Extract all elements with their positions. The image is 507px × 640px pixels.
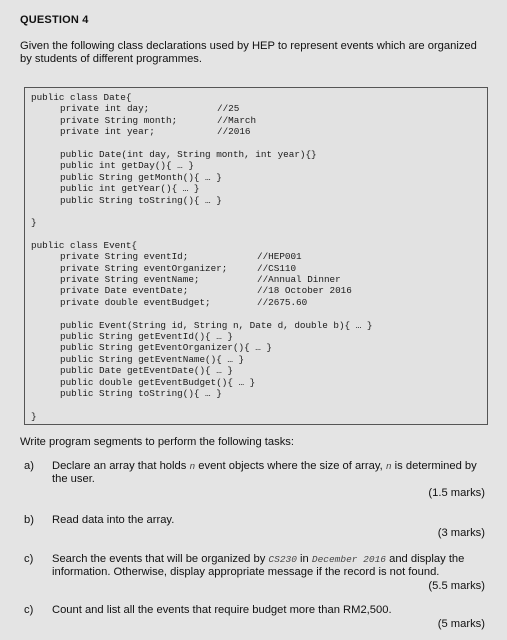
question-heading: QUESTION 4 — [20, 14, 89, 26]
code-line — [31, 240, 137, 251]
task-a-text-part: Declare an array that holds — [52, 460, 190, 472]
task-c-text-part: and display the information. Otherwise, display appropriate message if the record is not found. — [52, 553, 465, 578]
code-comment: //2675.60 — [257, 296, 308, 308]
code-text: public Date getEventDate(){ … } — [60, 365, 233, 377]
code-text: private String eventId; — [60, 251, 189, 263]
code-line — [31, 92, 131, 103]
task-a-text-part: is determined by the user. — [52, 460, 477, 485]
task-b-letter: b) — [24, 514, 34, 526]
code-line — [60, 160, 194, 171]
code-text: private String month; — [60, 114, 178, 126]
code-line — [60, 365, 233, 376]
task-c-text-part: Search the events that will be organized by — [52, 553, 269, 565]
task-b-marks: (3 marks) — [437, 527, 485, 539]
code-text: public String getEventName(){ … } — [60, 353, 245, 365]
task-c-text — [52, 553, 488, 579]
code-line — [60, 274, 199, 285]
code-text: private String eventOrganizer; — [60, 262, 228, 274]
code-text: } — [31, 410, 37, 422]
task-a-variable: n — [385, 461, 392, 472]
code-comment: //18 October 2016 — [257, 285, 352, 297]
code-comment: //March — [217, 114, 257, 126]
code-line — [60, 149, 317, 160]
code-line — [60, 103, 149, 114]
code-text: } — [31, 217, 37, 229]
code-line — [60, 331, 233, 342]
code-text: private Date eventDate; — [60, 285, 189, 297]
code-comment: //2016 — [217, 126, 251, 138]
task-a-marks: (1.5 marks) — [428, 487, 485, 499]
task-a-variable: n — [189, 461, 196, 472]
code-text: public String getEventId(){ … } — [60, 331, 233, 342]
task-c-marks: (5.5 marks) — [428, 580, 485, 592]
question-intro: Given the following class declarations used by HEP to represent events which are organized by students of different programmes. — [20, 40, 477, 65]
code-text: private String eventName; — [60, 274, 200, 285]
code-line — [60, 297, 211, 308]
code-text: public int getDay(){ … } — [60, 160, 194, 172]
code-text: private int day; — [60, 103, 150, 115]
code-text: public String getEventOrganizer(){ … } — [60, 342, 273, 354]
code-text: public Date(int day, String month, int year){} — [60, 149, 317, 160]
task-c-code: December 2016 — [311, 554, 386, 565]
code-text: public class Event{ — [31, 239, 138, 251]
code-line — [60, 320, 372, 331]
task-d-marks: (5 marks) — [437, 618, 485, 630]
code-line — [31, 411, 37, 422]
code-listing — [24, 87, 488, 425]
code-line — [60, 377, 255, 388]
code-text: public String getMonth(){ … } — [60, 171, 222, 183]
code-comment: //Annual Dinner — [257, 274, 341, 285]
task-a-text-part: event objects where the size of array, — [195, 460, 386, 472]
code-line — [60, 263, 227, 274]
code-comment: //25 — [217, 103, 240, 115]
task-c-text-part: in — [296, 553, 312, 565]
task-d-text: Count and list all the events that require budget more than RM2,500. — [52, 604, 392, 616]
code-line — [31, 217, 37, 228]
code-text: public Event(String id, String n, Date d, double b){ … } — [60, 319, 373, 331]
code-line — [60, 115, 177, 126]
code-line — [60, 388, 222, 399]
task-c-code: CS230 — [268, 554, 297, 565]
code-line — [60, 126, 155, 137]
code-text: public String toString(){ … } — [60, 388, 222, 399]
task-d-letter: c) — [24, 604, 34, 616]
code-comment: //CS110 — [257, 262, 297, 274]
task-a-letter: a) — [24, 460, 34, 472]
code-text: public double getEventBudget(){ … } — [60, 376, 256, 388]
code-line — [60, 354, 244, 365]
code-text: private double eventBudget; — [60, 296, 211, 308]
task-c-letter: c) — [24, 553, 34, 565]
code-text: private int year; — [60, 126, 155, 138]
code-text: public class Date{ — [31, 92, 132, 103]
task-a-text — [52, 460, 488, 486]
code-line — [60, 195, 222, 206]
code-line — [60, 172, 222, 183]
task-b-text: Read data into the array. — [52, 514, 175, 526]
code-line — [60, 183, 199, 194]
code-text: public String toString(){ … } — [60, 194, 222, 206]
code-text: public int getYear(){ … } — [60, 183, 200, 195]
code-line — [60, 285, 188, 296]
code-line — [60, 342, 272, 353]
code-line — [60, 251, 188, 262]
tasks-prompt: Write program segments to perform the following tasks: — [20, 436, 294, 448]
code-comment: //HEP001 — [257, 251, 302, 263]
